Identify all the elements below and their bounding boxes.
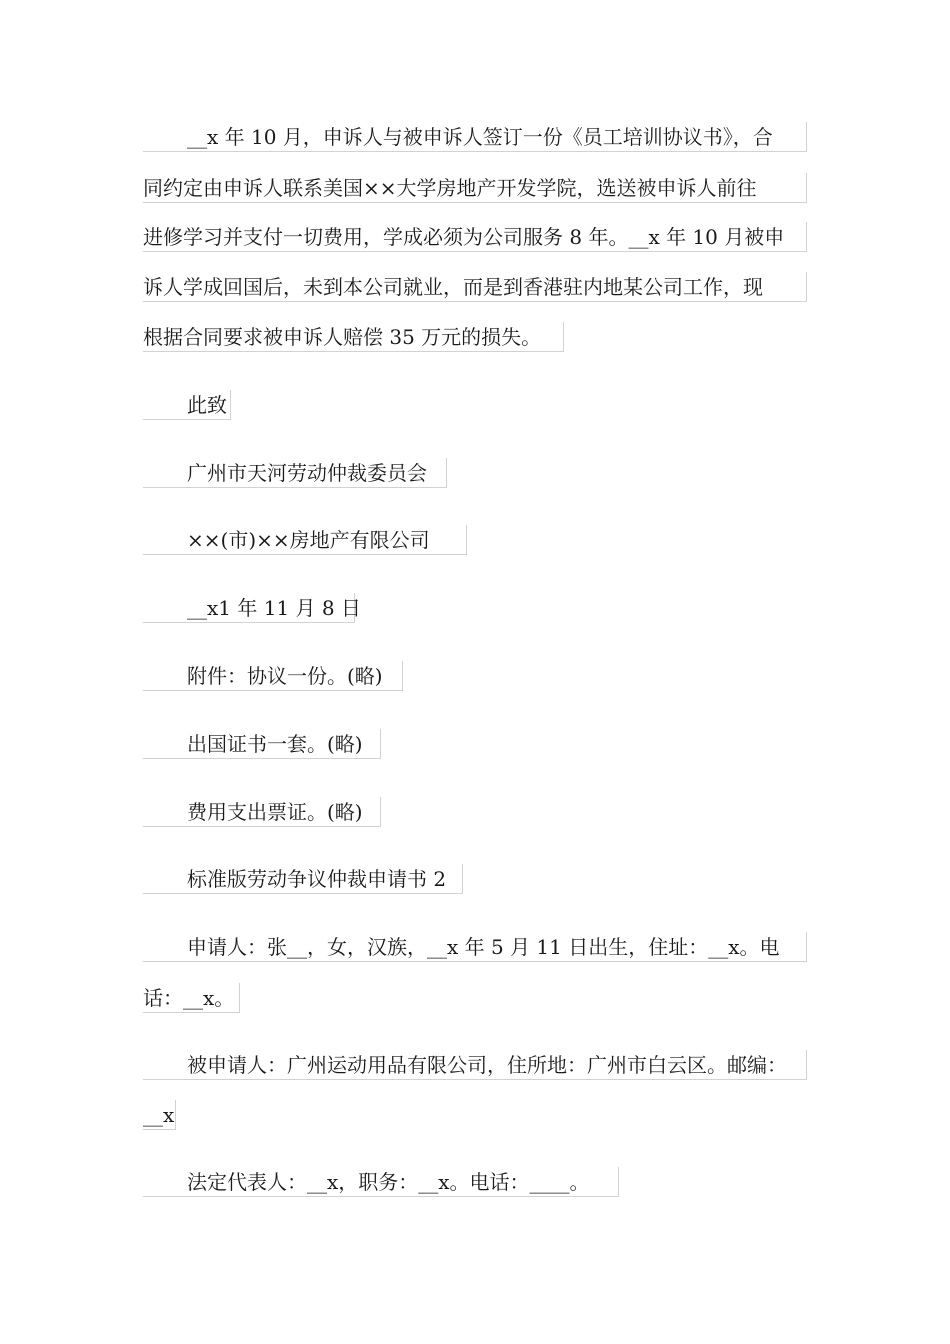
- paragraph-line: 诉人学成回国后，未到本公司就业，而是到香港驻内地某公司工作，现: [143, 272, 807, 302]
- salutation: 此致: [143, 390, 231, 420]
- applicant-line: 话：__x。: [143, 983, 240, 1013]
- paragraph-line: 进修学习并支付一切费用，学成必须为公司服务 8 年。__x 年 10 月被申: [143, 222, 807, 252]
- paragraph-line: 根据合同要求被申诉人赔偿 35 万元的损失。: [143, 322, 564, 352]
- attachment-2: 出国证书一套。(略): [143, 729, 381, 759]
- sender: ××(市)××房地产有限公司: [143, 525, 467, 555]
- attachment-3: 费用支出票证。(略): [143, 797, 381, 827]
- paragraph-line: 同约定由申诉人联系美国××大学房地产开发学院，选送被申诉人前往: [143, 173, 807, 203]
- respondent-line: __x: [143, 1100, 176, 1130]
- recipient: 广州市天河劳动仲裁委员会: [143, 458, 447, 488]
- section-title: 标准版劳动争议仲裁申请书 2: [143, 864, 463, 894]
- attachment-1: 附件：协议一份。(略): [143, 661, 403, 691]
- applicant-line: 申请人：张__，女，汉族，__x 年 5 月 11 日出生，住址：__x。电: [143, 932, 807, 962]
- date: __x1 年 11 月 8 日: [143, 593, 355, 623]
- legal-representative: 法定代表人：__x，职务：__x。电话：____。: [143, 1167, 619, 1197]
- paragraph-line: __x 年 10 月，申诉人与被申诉人签订一份《员工培训协议书》，合: [143, 122, 807, 152]
- respondent-line: 被申请人：广州运动用品有限公司，住所地：广州市白云区。邮编：: [143, 1050, 807, 1080]
